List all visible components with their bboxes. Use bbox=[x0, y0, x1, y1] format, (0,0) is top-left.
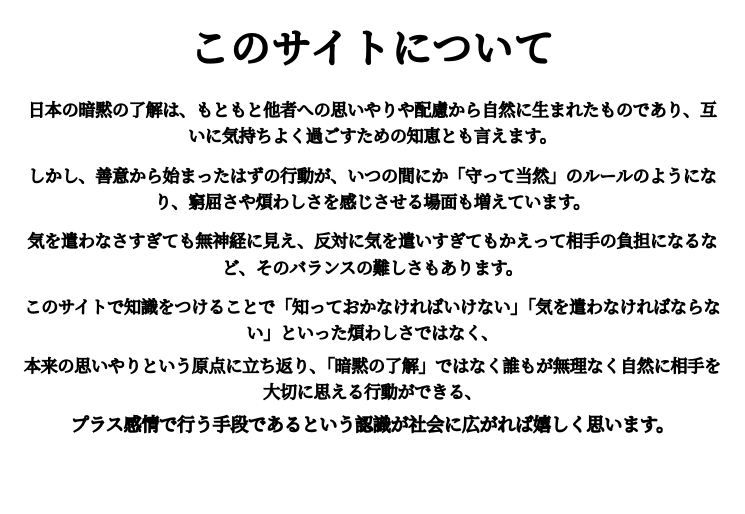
paragraph-3: 気を遣わなさすぎても無神経に見え、反対に気を遣いすぎてもかえって相手の負担になるなど、そのバランスの難しさもあります。 bbox=[27, 232, 718, 279]
paragraph-5: 本来の思いやりという原点に立ち返り、「暗黙の了解」ではなく誰もが無理なく自然に相手を大切に思える行動ができる、 bbox=[23, 356, 722, 404]
paragraph-4: このサイトで知識をつけることで「知っておかなければいけない」「気を遣わなければならない」といった煩わしさではなく、 bbox=[24, 298, 721, 345]
paragraph-2: しかし、善意から始まったはずの行動が、いつの間にか「守って当然」のルールのようになり、窮屈さや煩わしさを感じさせる場面も増えています。 bbox=[28, 166, 717, 214]
page-title: このサイトについて bbox=[189, 26, 556, 72]
paragraph-6: プラス感情で行う手段であるという認識が社会に広がれば嬉しく思います。 bbox=[70, 415, 675, 437]
page-body bbox=[22, 98, 723, 440]
about-page bbox=[0, 18, 745, 514]
paragraph-1: 日本の暗黙の了解は、もともと他者への思いやりや配慮から自然に生まれたものであり、互いに気持ちよく過ごすための知恵とも言えます。 bbox=[28, 101, 717, 148]
